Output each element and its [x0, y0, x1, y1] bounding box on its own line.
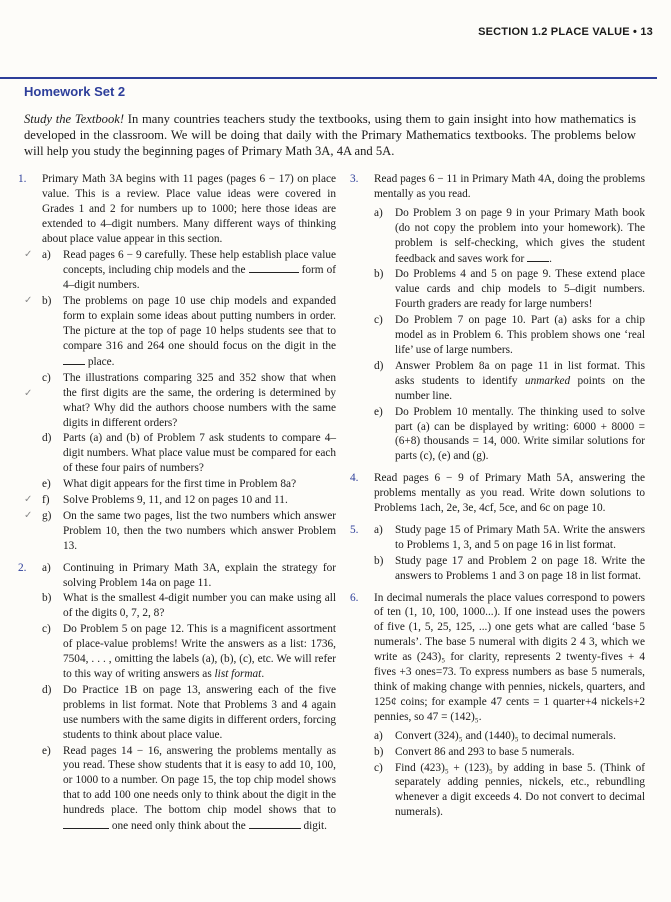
sub-text: On the same two pages, list the two numbers which answer Problem 10, then the two numbers which answer Problem 13. [63, 509, 336, 552]
answer-blank [249, 818, 301, 829]
problem-text: In decimal numerals the place values correspond to powers of ten (1, 10, 100, 1000...). If one instead uses the powers of five (1, 5, 25, 125, ...) one gets what are called ‘base 5 numerals’. The base 5 numeral with digits 2 4 3, which we write as (243)₅ for clarity, represents 2 twenty-fives + 4 fives +3 ones=73. To express numbers as base 5 numerals, think of making change with pennies, nickels, quarters, and 125¢ coins; for example 47 cents = 1 quarter+4 nickels+2 pennies, so 47 = (142)₅. [374, 591, 645, 723]
sub-label: d) [374, 359, 384, 372]
problem-5 [350, 523, 645, 584]
problem-text: Read pages 6 − 11 in Primary Math 4A, doing the problems mentally as you read. [374, 173, 645, 200]
subproblem-2c [42, 622, 336, 682]
sub-label: b) [374, 554, 384, 567]
subproblem-5b [374, 554, 645, 584]
subproblem-1f [24, 493, 336, 508]
sub-text: . [549, 252, 552, 265]
sub-text: Do Problem 10 mentally. The thinking used to solve part (a) can be displayed by writing: 6000 + 8000 = (6+8) thousands = 14, 000. Write similar solutions for parts (c), (e) and (g). [395, 405, 645, 463]
sub-label: c) [374, 314, 383, 327]
sub-text: Study page 17 and Problem 2 on page 18. Write the answers to Problems 1 and 3 on page 18 in list format. [395, 554, 645, 582]
problem-6 [350, 591, 645, 821]
checkmark-icon: ✓ [24, 387, 33, 399]
sub-text: Do Practice 1B on page 13, answering each of the five problems in list format. Note that Problems 3 and 4 again use numbers with the same digits in different orders, forcing students to think about place value. [63, 683, 336, 741]
subproblem-3c [374, 313, 645, 358]
checkmark-icon: ✓ [24, 295, 33, 307]
checkmark-icon: ✓ [24, 509, 33, 521]
subproblem-6c [374, 761, 645, 821]
problem-number: 6. [350, 591, 359, 604]
sub-label: b) [374, 268, 384, 281]
checkmark-icon: ✓ [24, 248, 33, 260]
subproblem-1b [24, 294, 336, 370]
sub-text: Do Problem 5 on page 12. This is a magnificent assortment of place-value problems! Write the answers as a list: 1736, 7504, . . . , omitting the labels (a), (b), (c), etc. We will refer to this way of writing answers as [63, 623, 336, 680]
sub-text: Answer Problem 8a on page 11 in list format. This asks students to identify [395, 359, 645, 387]
subproblem-1d [42, 431, 336, 476]
right-column [350, 172, 645, 827]
subproblem-6b [374, 745, 645, 760]
sub-text: Solve Problems 9, 11, and 12 on pages 10 and 11. [63, 494, 288, 507]
problem-text: Primary Math 3A begins with 11 pages (pages 6 − 17) on place value. This is a review. Place value ideas were covered in Grades 1 and 2 for numbers up to 1000; here those ideas are extended to 4–digit numbers. Many different ways of thinking about place value appear in this section. [42, 173, 336, 245]
problem-text: Read pages 6 − 9 of Primary Math 5A, answering the problems mentally as you read. Write down solutions to Problems 1ach, 2e, 3e, 4cf, 5ce, and 6c on page 10. [374, 472, 645, 515]
sub-label: d) [42, 683, 52, 696]
sub-label: e) [374, 405, 383, 418]
sub-text-italic: unmarked [524, 374, 571, 387]
subproblem-1a [24, 248, 336, 294]
problem-number: 2. [18, 561, 27, 574]
sub-label: b) [42, 295, 52, 308]
sub-text: What digit appears for the first time in Problem 8a? [63, 478, 297, 491]
sub-label: a) [374, 729, 383, 742]
sub-text: form of 4–digit numbers. [63, 264, 336, 292]
subproblem-3a [374, 206, 645, 267]
left-column [18, 172, 336, 841]
sub-text: Do Problem 3 on page 9 in your Primary Math book (do not copy the problem into your homework). The problem is self-checking, which gives the student feedback and saves work for [395, 206, 645, 265]
problem-number: 5. [350, 523, 359, 536]
sub-text: The illustrations comparing 325 and 352 show that when the first digits are the same, the ordering is determined by what? Why did the authors choose numbers with the same digits in different orders? [63, 371, 336, 429]
sub-label: a) [374, 206, 383, 219]
sub-text: place. [85, 355, 115, 368]
subproblem-2b [42, 591, 336, 621]
sub-text: points on the number line. [395, 374, 645, 402]
sub-text: What is the smallest 4-digit number you can make using all of the digits 0, 7, 2, 8? [63, 592, 336, 620]
sub-label: b) [42, 592, 52, 605]
intro-lead: Study the Textbook! [24, 112, 125, 126]
page-header: SECTION 1.2 PLACE VALUE • 13 [478, 26, 653, 38]
sub-label: e) [42, 478, 51, 491]
subproblem-3b [374, 267, 645, 312]
sub-label: a) [42, 248, 51, 261]
sub-label: c) [374, 761, 383, 774]
problem-number: 3. [350, 173, 359, 185]
sub-label: b) [374, 745, 384, 758]
answer-blank [63, 818, 109, 829]
checkmark-icon: ✓ [24, 494, 33, 506]
subproblem-2d [42, 683, 336, 743]
subproblem-1g [24, 509, 336, 554]
subproblem-6a [374, 729, 645, 744]
problem-2 [18, 561, 336, 834]
answer-blank [249, 262, 299, 273]
sub-label: d) [42, 432, 52, 445]
intro-text: In many countries teachers study the textbooks, using them to gain insight into how mathematics is developed in the classroom. We will be doing that daily with the Primary Mathematics textbooks. The problems below will help you study the beginning pages of Primary Math 3A, 4A and 5A. [24, 112, 636, 158]
subproblem-3d [374, 359, 645, 404]
sub-text: . [261, 668, 265, 680]
problem-3 [350, 172, 645, 464]
problem-4 [350, 471, 645, 516]
problem-1 [18, 172, 336, 554]
problem-number: 1. [18, 173, 27, 185]
sub-text: Read pages 14 − 16, answering the problems mentally as you read. These show students that it is easy to add 10, 100, or 1000 to a number. On page 15, the top chip model shows that to add 100 one needs only to think about the digit in the hundreds place. The bottom chip model shows that to [63, 744, 336, 817]
sub-label: c) [42, 623, 51, 636]
sub-text: The problems on page 10 use chip models and expanded form to explain some ideas about putting numbers in order. The picture at the top of page 10 helps students see that to compare 316 and 264 one should focus on the digit in the [63, 295, 336, 352]
subproblem-1e [42, 477, 336, 492]
sub-label: f) [42, 494, 50, 507]
intro-paragraph [24, 111, 636, 159]
problem-number: 4. [350, 472, 359, 485]
sub-text: one need only think about the [109, 820, 249, 833]
sub-text: Convert (324)₅ and (1440)₅ to decimal numerals. [395, 729, 616, 742]
sub-text: Parts (a) and (b) of Problem 7 ask students to compare 4–digit numbers. What place value must be compared for each of these four pairs of numbers? [63, 432, 336, 475]
sub-text: Convert 86 and 293 to base 5 numerals. [395, 745, 575, 758]
subproblem-2e [42, 744, 336, 834]
subproblem-1c [24, 371, 336, 431]
homework-title: Homework Set 2 [24, 84, 126, 99]
sub-text: Read pages 6 − 9 carefully. These help establish place value concepts, including chip models and the [63, 248, 336, 277]
answer-blank [527, 251, 549, 262]
header-rule [0, 77, 657, 79]
sub-text: Study page 15 of Primary Math 5A. Write the answers to Problems 1, 3, and 5 on page 16 in list format. [395, 523, 645, 551]
sub-label: a) [374, 523, 383, 536]
subproblem-2a [42, 561, 336, 591]
sub-label: a) [42, 561, 51, 574]
subproblem-5a [374, 523, 645, 553]
subproblem-3e [374, 405, 645, 465]
sub-label: c) [42, 371, 51, 384]
sub-text: Continuing in Primary Math 3A, explain the strategy for solving Problem 14a on page 11. [63, 561, 336, 589]
sub-text-italic: list format [214, 668, 262, 680]
sub-label: e) [42, 744, 51, 757]
sub-text: Do Problem 7 on page 10. Part (a) asks for a chip model as in Problem 6. This problem shows one ‘real life’ use of large numbers. [395, 314, 645, 356]
sub-text: digit. [300, 820, 327, 833]
sub-text: Do Problems 4 and 5 on page 9. These extend place value cards and chip models to 5–digit numbers. Fourth graders are ready for large numbers! [395, 268, 645, 311]
sub-label: g) [42, 509, 52, 522]
sub-text: Find (423)₅ + (123)₅ by adding in base 5. (Think of separately adding pennies, nickels, etc., rebundling whenever a digit exceeds 4. Do not convert to decimal numerals). [395, 761, 645, 819]
answer-blank [63, 354, 85, 365]
